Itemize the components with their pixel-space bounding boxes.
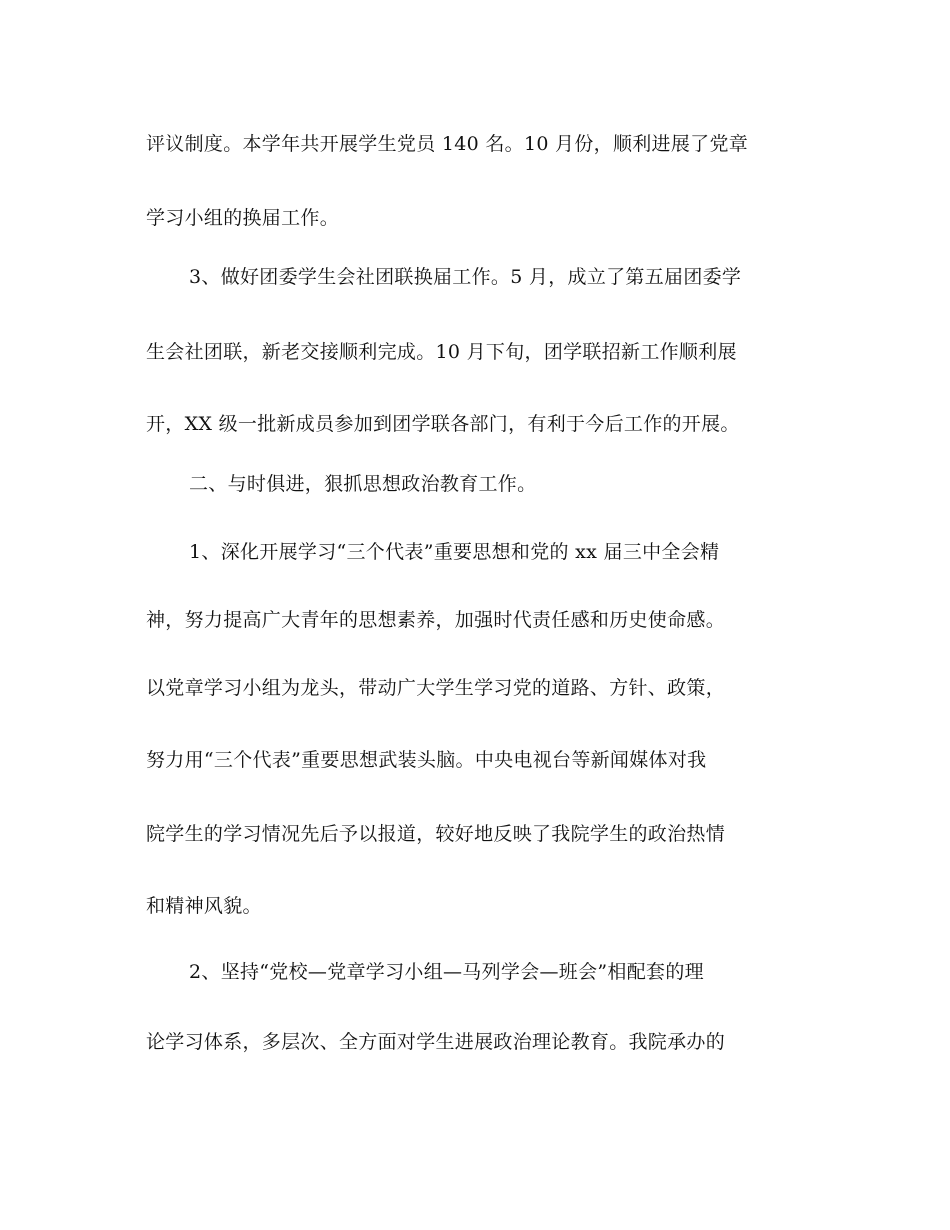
text-line: 论学习体系，多层次、全方面对学生进展政治理论教育。我院承办的 (146, 1031, 726, 1053)
paragraph-start-line: 2、坚持“党校—党章学习小组—马列学会—班会”相配套的理 (189, 961, 704, 983)
text-line: 神，努力提高广大青年的思想素养，加强时代责任感和历史使命感。 (146, 609, 726, 631)
text-line: 院学生的学习情况先后予以报道，较好地反映了我院学生的政治热情 (146, 823, 726, 845)
text-line: 学习小组的换届工作。 (146, 207, 340, 229)
text-line: 开，XX 级一批新成员参加到团学联各部门，有利于今后工作的开展。 (146, 413, 740, 435)
paragraph-start-line: 1、深化开展学习“三个代表”重要思想和党的 xx 届三中全会精 (189, 541, 720, 563)
text-line: 评议制度。本学年共开展学生党员 140 名。10 月份，顺利进展了党章 (146, 133, 749, 155)
paragraph-start-line: 3、做好团委学生会社团联换届工作。5 月，成立了第五届团委学 (189, 266, 742, 288)
text-line: 和精神风貌。 (146, 895, 262, 917)
text-line: 努力用“三个代表”重要思想武装头脑。中央电视台等新闻媒体对我 (146, 749, 707, 771)
text-line: 生会社团联，新老交接顺利完成。10 月下旬，团学联招新工作顺利展 (146, 341, 737, 363)
section-heading: 二、与时俱进，狠抓思想政治教育工作。 (189, 473, 537, 495)
text-line: 以党章学习小组为龙头，带动广大学生学习党的道路、方针、政策， (146, 677, 726, 699)
